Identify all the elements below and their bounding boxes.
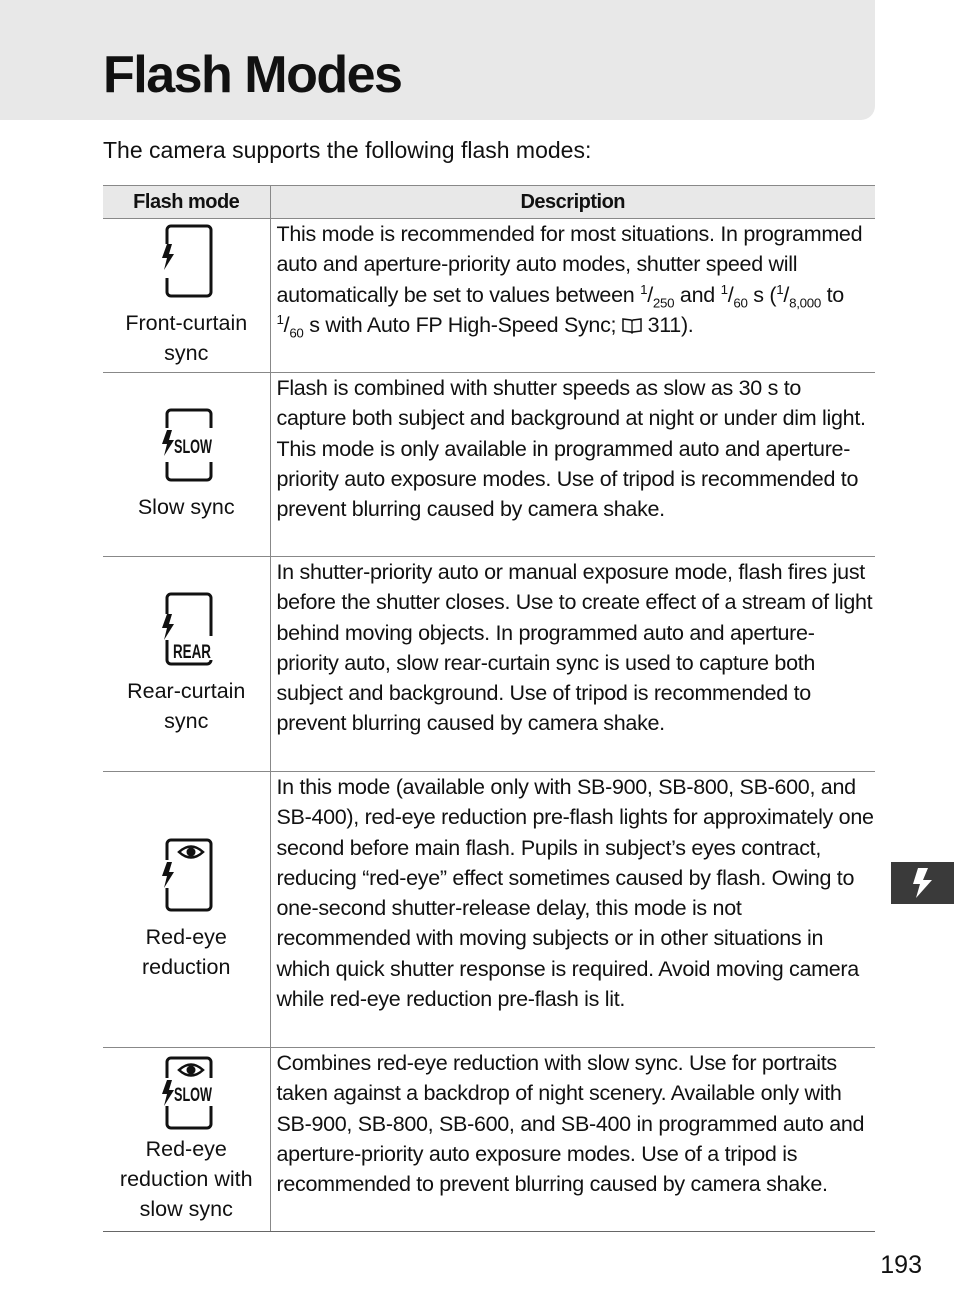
svg-text:SLOW: SLOW: [174, 1084, 213, 1106]
mode-label: Rear-curtain sync: [127, 679, 246, 733]
table-row: [103, 1048, 875, 1232]
mode-label: Red-eye reduction with slow sync: [119, 1136, 253, 1221]
red-eye-reduction-icon: [159, 838, 213, 912]
page-title: Flash Modes: [103, 46, 402, 104]
mode-label: Front-curtain sync: [125, 310, 248, 365]
mode-description: Combines red-eye reduction with slow sync. Use for portraits taken against a backdrop of night scenery. Available only with SB-900, SB-800, SB-600, and SB-400 in programmed auto and aperture-priority auto exposure modes. Use of a tripod is recommended to prevent blurring caused by camera shake.: [270, 1048, 875, 1232]
table-row: [103, 557, 875, 772]
mode-cell: [103, 1048, 270, 1232]
mode-label: Slow sync: [137, 494, 235, 519]
mode-description: Flash is combined with shutter speeds as slow as 30 s to capture both subject and background at night or under dim light. This mode is only available in programmed auto and aperture-priority auto exposure modes. Use of tripod is recommended to prevent blurring caused by camera shake.: [270, 373, 875, 557]
page-number: 193: [880, 1251, 922, 1279]
intro-text: The camera supports the following flash modes:: [103, 137, 592, 163]
mode-description: In this mode (available only with SB-900, SB-800, SB-600, and SB-400), red-eye reduction pre-flash lights for approximately one second before main flash. Pupils in subject’s eyes contract, reducing “red-eye” effect sometimes caused by flash. Owing to one-second shutter-release delay, this mode is not recommended with moving subjects or in other situations in which quick shutter response is required. Avoid moving camera while red-eye reduction pre-flash is lit.: [270, 772, 875, 1048]
mode-cell: [103, 772, 270, 1048]
mode-description: This mode is recommended for most situations. In programmed auto and aperture-priority auto modes, shutter speed will automatically be set to values between $^1/_{250}$ and $^1/_{60}$ s ($^1/_{8,000}$ to $^1/_{60}$ s with Auto FP High-Speed Sync; 311).: [270, 219, 875, 373]
header-flash-mode: Flash mode: [103, 186, 270, 219]
table-header-row: [103, 186, 875, 219]
book-reference-icon: [622, 317, 642, 333]
front-curtain-sync-icon: [159, 224, 213, 298]
flash-icon: [909, 867, 937, 899]
table-row: [103, 219, 875, 373]
svg-text:SLOW: SLOW: [174, 436, 213, 458]
mode-label: Red-eye reduction: [142, 924, 231, 979]
mode-cell: [103, 557, 270, 772]
rear-curtain-sync-icon: [159, 592, 213, 666]
flash-modes-table: [103, 185, 875, 1232]
table-row: [103, 772, 875, 1048]
svg-text:REAR: REAR: [173, 642, 212, 663]
mode-cell: [103, 373, 270, 557]
chapter-tab: [891, 862, 954, 904]
slow-sync-icon: [159, 408, 213, 482]
red-eye-slow-sync-icon: [159, 1056, 213, 1130]
table-row: [103, 373, 875, 557]
mode-cell: [103, 219, 270, 373]
header-description: Description: [270, 186, 875, 219]
mode-description: In shutter-priority auto or manual exposure mode, flash fires just before the shutter closes. Use to create effect of a stream of light behind moving objects. In programmed auto and aperture-priority auto, slow rear-curtain sync is used to capture both subject and background. Use of tripod is recommended to prevent blurring caused by camera shake.: [270, 557, 875, 772]
